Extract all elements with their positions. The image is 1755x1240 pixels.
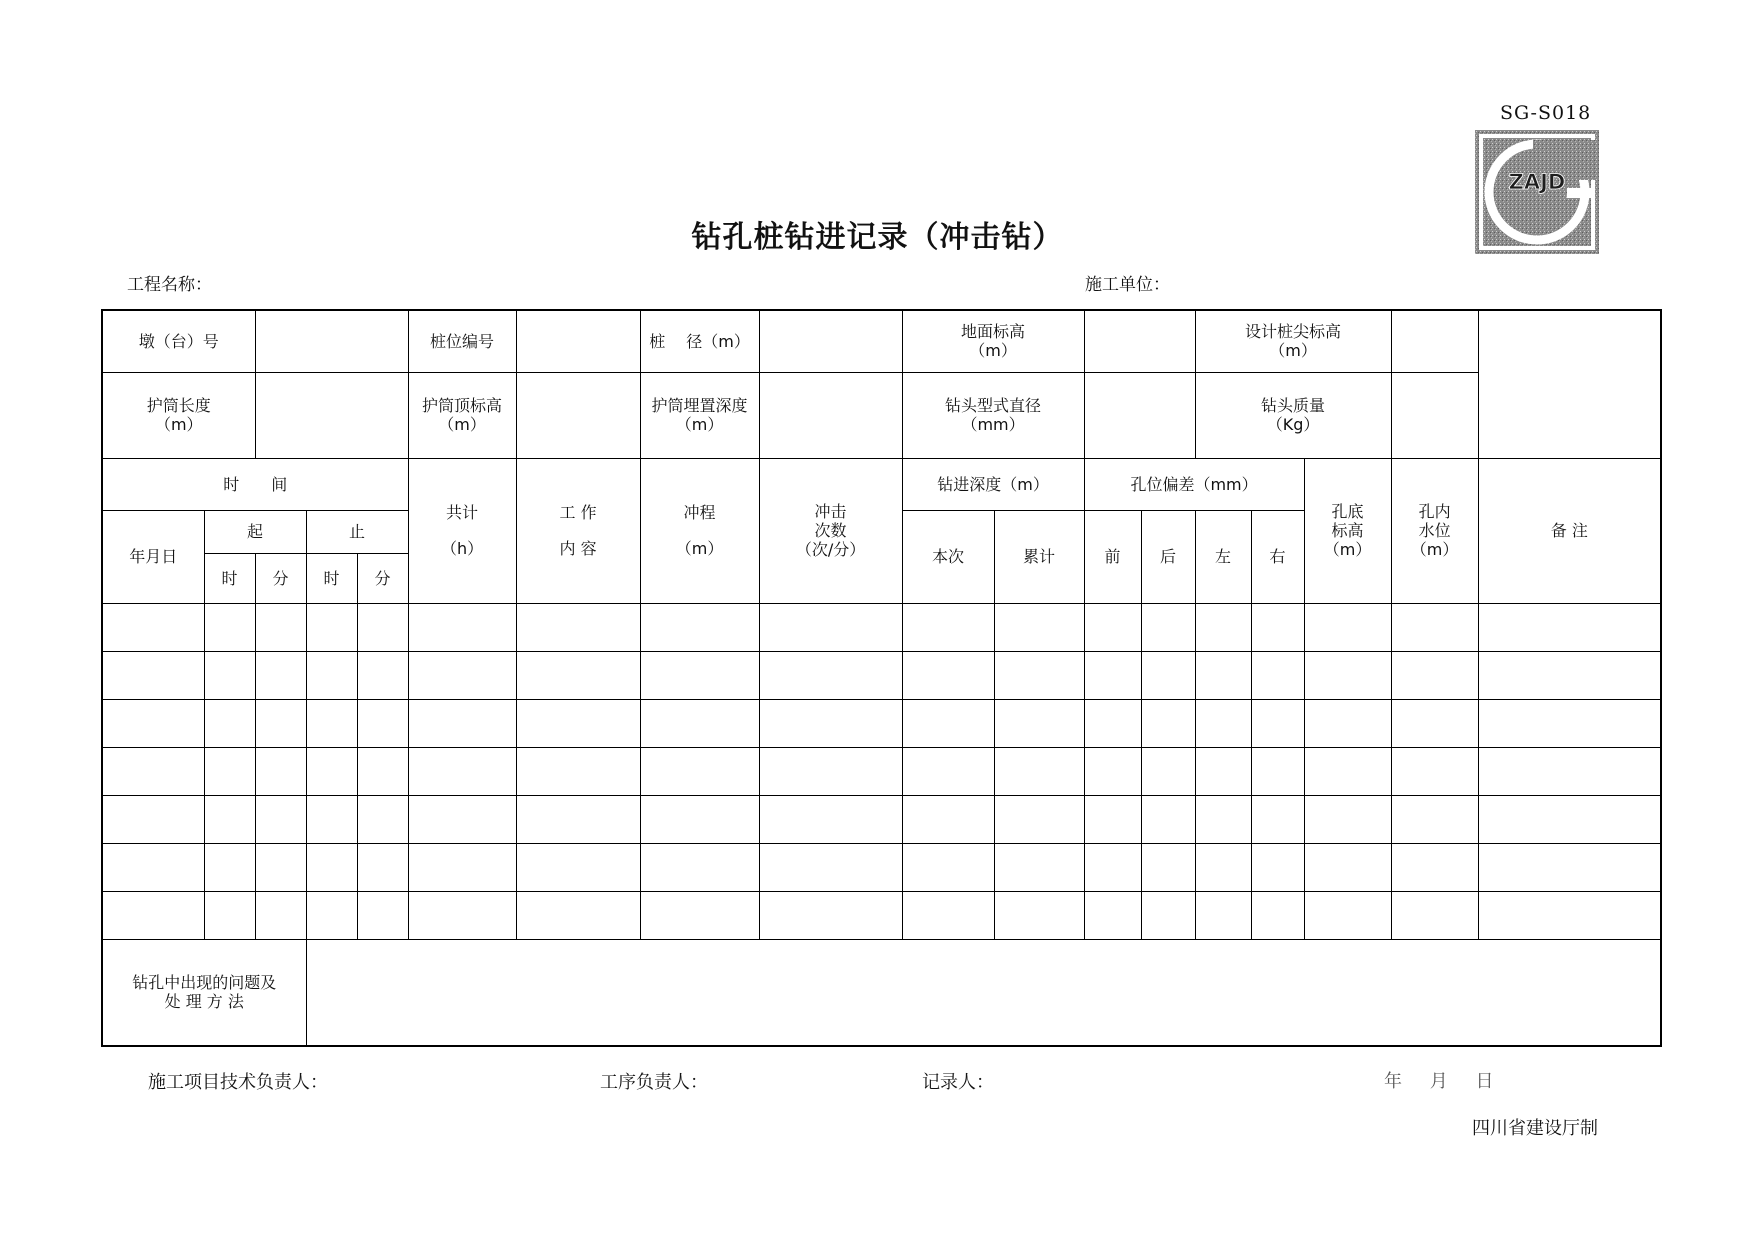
- cell-right[interactable]: [1251, 699, 1304, 747]
- cell-work[interactable]: [516, 795, 640, 843]
- start-header: 起: [204, 510, 306, 553]
- svg-text:ZAJD: ZAJD: [1508, 170, 1566, 194]
- cell-right[interactable]: [1251, 651, 1304, 699]
- cell-start-hour[interactable]: [204, 603, 255, 651]
- casing-length-value[interactable]: [255, 372, 408, 458]
- cell-work[interactable]: [516, 651, 640, 699]
- cell-stop-minute[interactable]: [357, 699, 408, 747]
- cell-start-hour[interactable]: [204, 699, 255, 747]
- pier-value[interactable]: [255, 310, 408, 372]
- cell-left[interactable]: [1195, 651, 1251, 699]
- cell-bottom-elev[interactable]: [1304, 747, 1391, 795]
- cell-depth-total[interactable]: [994, 651, 1084, 699]
- cell-total[interactable]: [408, 651, 516, 699]
- cell-left[interactable]: [1195, 747, 1251, 795]
- cell-depth-this[interactable]: [902, 747, 994, 795]
- info-row-1: [102, 310, 1661, 372]
- cell-back[interactable]: [1141, 891, 1195, 939]
- cell-start-hour[interactable]: [204, 795, 255, 843]
- cell-stop-minute[interactable]: [357, 891, 408, 939]
- cell-right[interactable]: [1251, 747, 1304, 795]
- cell-date[interactable]: [102, 843, 204, 891]
- process-lead-label: 工序负责人：: [600, 1072, 708, 1093]
- stop-header: 止: [306, 510, 408, 553]
- depth-cumulative-header: 累计: [994, 510, 1084, 603]
- cell-depth-total[interactable]: [994, 747, 1084, 795]
- cell-impact[interactable]: [759, 843, 902, 891]
- cell-depth-total[interactable]: [994, 795, 1084, 843]
- cell-start-minute[interactable]: [255, 891, 306, 939]
- cell-stroke[interactable]: [640, 795, 759, 843]
- hole-bottom-elevation-header: 孔底 标高 （m）: [1304, 458, 1391, 603]
- cell-stop-hour[interactable]: [306, 747, 357, 795]
- total-hours-header: 共计 （h）: [408, 458, 516, 603]
- cell-date[interactable]: [102, 795, 204, 843]
- cell-back[interactable]: [1141, 699, 1195, 747]
- bit-mass-value[interactable]: [1391, 372, 1478, 458]
- cell-right[interactable]: [1251, 795, 1304, 843]
- pile-no-label: 桩位编号: [408, 310, 516, 372]
- start-minute-header: 分: [255, 553, 306, 603]
- cell-start-hour[interactable]: [204, 843, 255, 891]
- cell-stop-minute[interactable]: [357, 747, 408, 795]
- remark-header: 备 注: [1478, 458, 1661, 603]
- cell-stroke[interactable]: [640, 891, 759, 939]
- cell-stop-hour[interactable]: [306, 795, 357, 843]
- casing-length-label: 护筒长度 （m）: [102, 372, 255, 458]
- casing-depth-label: 护筒埋置深度 （m）: [640, 372, 759, 458]
- cell-back[interactable]: [1141, 843, 1195, 891]
- cell-back[interactable]: [1141, 747, 1195, 795]
- cell-total[interactable]: [408, 699, 516, 747]
- cell-total[interactable]: [408, 843, 516, 891]
- cell-back[interactable]: [1141, 651, 1195, 699]
- cell-water[interactable]: [1391, 795, 1478, 843]
- cell-left[interactable]: [1195, 843, 1251, 891]
- cell-remark[interactable]: [1478, 843, 1661, 891]
- cell-water[interactable]: [1391, 747, 1478, 795]
- pile-no-value[interactable]: [516, 310, 640, 372]
- cell-stop-hour[interactable]: [306, 651, 357, 699]
- cell-water[interactable]: [1391, 603, 1478, 651]
- bit-mass-label: 钻头质量 （Kg）: [1195, 372, 1391, 458]
- cell-impact[interactable]: [759, 651, 902, 699]
- cell-start-hour[interactable]: [204, 747, 255, 795]
- depth-this-time-header: 本次: [902, 510, 994, 603]
- cell-bottom-elev[interactable]: [1304, 891, 1391, 939]
- problems-label: 钻孔中出现的问题及 处 理 方 法: [102, 939, 306, 1046]
- cell-start-hour[interactable]: [204, 651, 255, 699]
- cell-depth-this[interactable]: [902, 699, 994, 747]
- cell-stop-minute[interactable]: [357, 651, 408, 699]
- cell-start-minute[interactable]: [255, 699, 306, 747]
- hole-deviation-header: 孔位偏差（mm）: [1084, 458, 1304, 510]
- cell-impact[interactable]: [759, 603, 902, 651]
- cell-depth-this[interactable]: [902, 843, 994, 891]
- year-label: 年: [1384, 1071, 1402, 1092]
- record-row: [102, 747, 1661, 795]
- design-tip-elevation-label: 设计桩尖标高 （m）: [1195, 310, 1391, 372]
- pier-label: 墩（台）号: [102, 310, 255, 372]
- cell-impact[interactable]: [759, 891, 902, 939]
- cell-start-minute[interactable]: [255, 747, 306, 795]
- drilling-record-table: [101, 309, 1662, 1047]
- cell-start-hour[interactable]: [204, 891, 255, 939]
- cell-bottom-elev[interactable]: [1304, 843, 1391, 891]
- cell-left[interactable]: [1195, 795, 1251, 843]
- time-header: 时 间: [102, 458, 408, 510]
- problems-row: [102, 939, 1661, 1046]
- record-row: [102, 843, 1661, 891]
- cell-stop-hour[interactable]: [306, 603, 357, 651]
- deviation-back-header: 后: [1141, 510, 1195, 603]
- cell-work[interactable]: [516, 699, 640, 747]
- casing-top-value[interactable]: [516, 372, 640, 458]
- cell-front[interactable]: [1084, 603, 1141, 651]
- cell-bottom-elev[interactable]: [1304, 651, 1391, 699]
- cell-depth-this[interactable]: [902, 891, 994, 939]
- work-content-header: 工 作 内 容: [516, 458, 640, 603]
- cell-depth-this[interactable]: [902, 795, 994, 843]
- cell-front[interactable]: [1084, 699, 1141, 747]
- deviation-left-header: 左: [1195, 510, 1251, 603]
- cell-stop-hour[interactable]: [306, 699, 357, 747]
- day-label: 日: [1475, 1071, 1494, 1092]
- recorder-label: 记录人：: [922, 1072, 994, 1093]
- cell-stroke[interactable]: [640, 843, 759, 891]
- cell-depth-total[interactable]: [994, 699, 1084, 747]
- stop-minute-header: 分: [357, 553, 408, 603]
- cell-remark[interactable]: [1478, 891, 1661, 939]
- cell-start-minute[interactable]: [255, 795, 306, 843]
- cell-left[interactable]: [1195, 603, 1251, 651]
- cell-front[interactable]: [1084, 651, 1141, 699]
- cell-left[interactable]: [1195, 891, 1251, 939]
- cell-depth-this[interactable]: [902, 651, 994, 699]
- date-fields: [1384, 1067, 1515, 1093]
- cell-start-minute[interactable]: [255, 843, 306, 891]
- pile-diameter-label: 桩 径（m）: [640, 310, 759, 372]
- record-row: [102, 891, 1661, 939]
- casing-depth-value[interactable]: [759, 372, 902, 458]
- cell-right[interactable]: [1251, 891, 1304, 939]
- cell-date[interactable]: [102, 747, 204, 795]
- cell-bottom-elev[interactable]: [1304, 603, 1391, 651]
- ground-elevation-label: 地面标高 （m）: [902, 310, 1084, 372]
- cell-depth-total[interactable]: [994, 843, 1084, 891]
- project-name-label: 工程名称：: [127, 275, 212, 295]
- start-hour-header: 时: [204, 553, 255, 603]
- cell-front[interactable]: [1084, 891, 1141, 939]
- cell-total[interactable]: [408, 795, 516, 843]
- design-tip-elevation-value[interactable]: [1391, 310, 1478, 372]
- cell-remark[interactable]: [1478, 699, 1661, 747]
- cell-work[interactable]: [516, 747, 640, 795]
- cell-bottom-elev[interactable]: [1304, 795, 1391, 843]
- cell-back[interactable]: [1141, 795, 1195, 843]
- cell-stop-hour[interactable]: [306, 891, 357, 939]
- cell-front[interactable]: [1084, 747, 1141, 795]
- cell-total[interactable]: [408, 747, 516, 795]
- date-header: 年月日: [102, 510, 204, 603]
- cell-date[interactable]: [102, 699, 204, 747]
- cell-impact[interactable]: [759, 699, 902, 747]
- header-row-1: [102, 458, 1661, 510]
- cell-date[interactable]: [102, 891, 204, 939]
- cell-start-minute[interactable]: [255, 651, 306, 699]
- casing-top-label: 护筒顶标高 （m）: [408, 372, 516, 458]
- cell-stop-minute[interactable]: [357, 843, 408, 891]
- cell-start-minute[interactable]: [255, 603, 306, 651]
- cell-work[interactable]: [516, 603, 640, 651]
- form-code: SG-S018: [1500, 102, 1592, 124]
- cell-front[interactable]: [1084, 795, 1141, 843]
- cell-water[interactable]: [1391, 651, 1478, 699]
- bit-type-value[interactable]: [1084, 372, 1195, 458]
- cell-remark[interactable]: [1478, 795, 1661, 843]
- cell-stroke[interactable]: [640, 699, 759, 747]
- cell-stop-minute[interactable]: [357, 795, 408, 843]
- deviation-right-header: 右: [1251, 510, 1304, 603]
- info-row-2: [102, 372, 1661, 458]
- impact-count-header: 冲击 次数 （次/分）: [759, 458, 902, 603]
- stroke-header: 冲程 （m）: [640, 458, 759, 603]
- issuer-label: 四川省建设厅制: [1472, 1118, 1598, 1139]
- cell-impact[interactable]: [759, 747, 902, 795]
- cell-back[interactable]: [1141, 603, 1195, 651]
- cell-bottom-elev[interactable]: [1304, 699, 1391, 747]
- deviation-front-header: 前: [1084, 510, 1141, 603]
- bit-type-label: 钻头型式直径 （mm）: [902, 372, 1084, 458]
- cell-front[interactable]: [1084, 843, 1141, 891]
- record-row: [102, 651, 1661, 699]
- cell-total[interactable]: [408, 891, 516, 939]
- cell-right[interactable]: [1251, 603, 1304, 651]
- cell-stop-minute[interactable]: [357, 603, 408, 651]
- tech-lead-label: 施工项目技术负责人：: [148, 1072, 328, 1093]
- cell-date[interactable]: [102, 651, 204, 699]
- stop-hour-header: 时: [306, 553, 357, 603]
- cell-water[interactable]: [1391, 891, 1478, 939]
- cell-work[interactable]: [516, 843, 640, 891]
- cell-water[interactable]: [1391, 843, 1478, 891]
- record-row: [102, 603, 1661, 651]
- cell-depth-total[interactable]: [994, 603, 1084, 651]
- cell-stroke[interactable]: [640, 747, 759, 795]
- cell-stroke[interactable]: [640, 651, 759, 699]
- record-row: [102, 795, 1661, 843]
- cell-remark[interactable]: [1478, 651, 1661, 699]
- cell-total[interactable]: [408, 603, 516, 651]
- document-title: 钻孔桩钻进记录（冲击钻）: [691, 220, 1064, 255]
- water-level-header: 孔内 水位 （m）: [1391, 458, 1478, 603]
- construction-unit-label: 施工单位：: [1085, 275, 1170, 295]
- cell-depth-total[interactable]: [994, 891, 1084, 939]
- cell-remark[interactable]: [1478, 747, 1661, 795]
- cell-stroke[interactable]: [640, 603, 759, 651]
- cell-stop-hour[interactable]: [306, 843, 357, 891]
- cell-remark[interactable]: [1478, 603, 1661, 651]
- cell-work[interactable]: [516, 891, 640, 939]
- cell-impact[interactable]: [759, 795, 902, 843]
- month-label: 月: [1429, 1071, 1448, 1092]
- cell-right[interactable]: [1251, 843, 1304, 891]
- record-row: [102, 699, 1661, 747]
- cell-water[interactable]: [1391, 699, 1478, 747]
- cell-left[interactable]: [1195, 699, 1251, 747]
- pile-diameter-value[interactable]: [759, 310, 902, 372]
- problems-value[interactable]: [306, 939, 1661, 1046]
- cell-date[interactable]: [102, 603, 204, 651]
- ground-elevation-value[interactable]: [1084, 310, 1195, 372]
- cell-depth-this[interactable]: [902, 603, 994, 651]
- drill-depth-header: 钻进深度（m）: [902, 458, 1084, 510]
